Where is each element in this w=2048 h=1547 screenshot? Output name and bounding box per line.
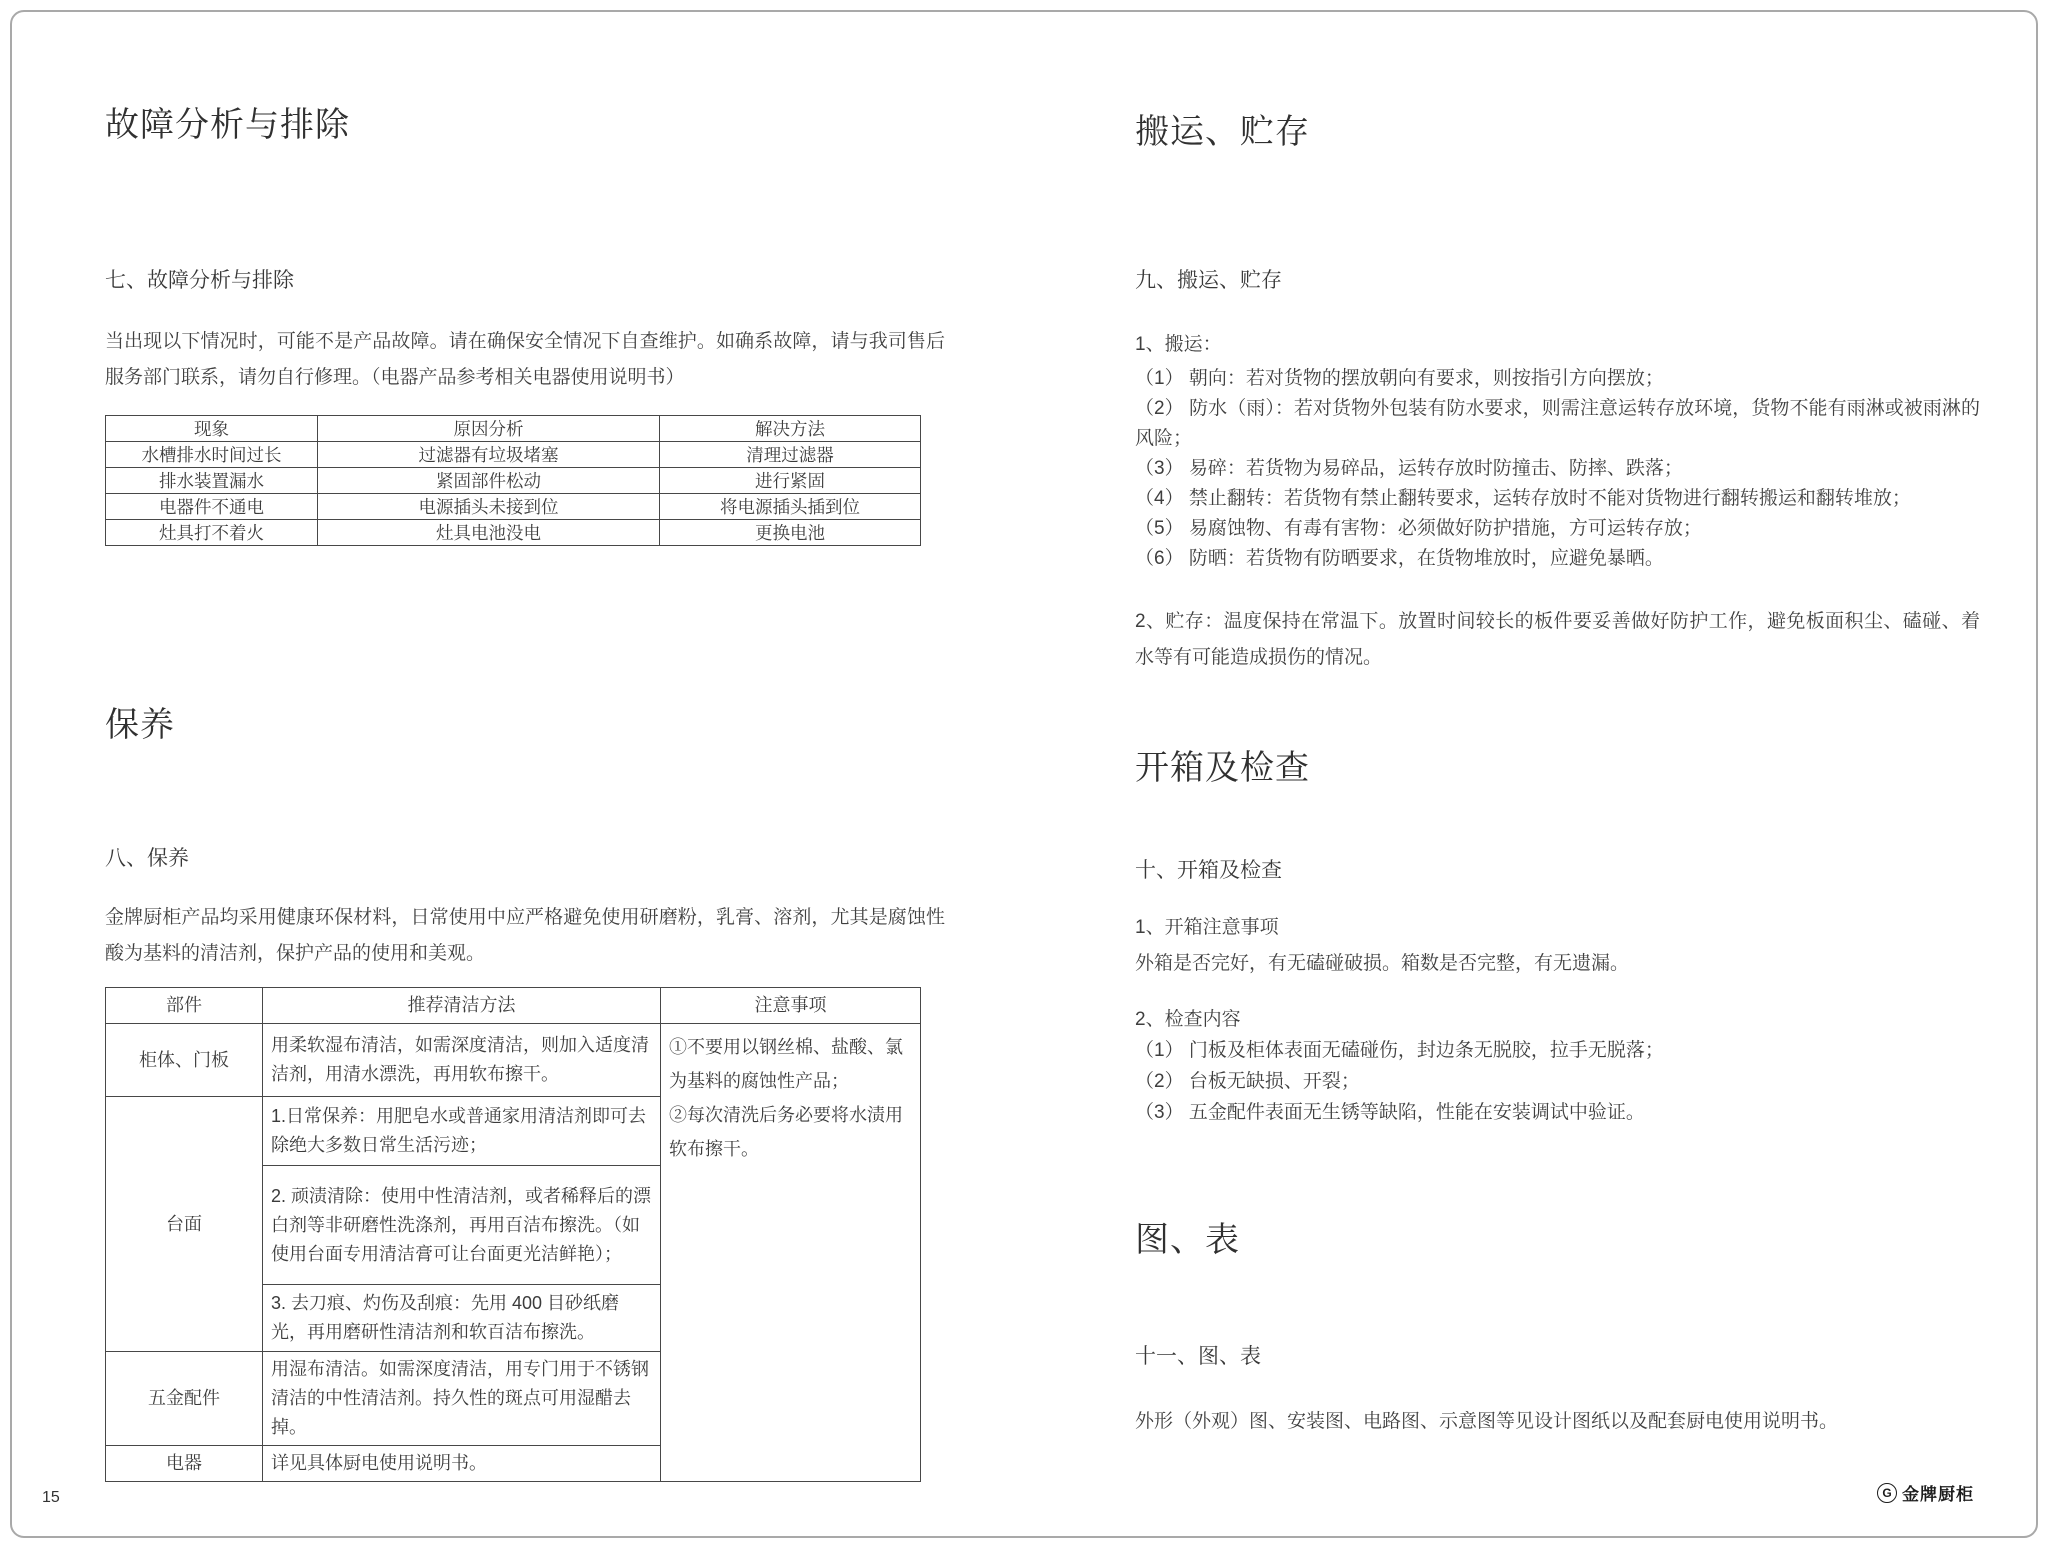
care-section-heading: 八、保养 (105, 847, 189, 870)
table-cell: 电器件不通电 (106, 494, 318, 520)
fault-col-header: 解决方法 (660, 416, 921, 442)
note-line: ①不要用以钢丝棉、盐酸、氯为基料的腐蚀性产品； (669, 1037, 903, 1091)
table-cell: 过滤器有垃圾堵塞 (318, 442, 660, 468)
check-list (1135, 1004, 1980, 1128)
fault-section-title: 故障分析与排除 (105, 106, 350, 144)
fault-section-heading: 七、故障分析与排除 (105, 269, 294, 292)
list-item: （2） 防水（雨）：若对货物外包装有防水要求，则需注意运转存放环境，货物不能有雨淋或被雨淋的风险； (1135, 398, 1980, 449)
transport-subheading: 1、搬运： (1135, 334, 1222, 355)
method-cell: 2. 顽渍清除：使用中性清洁剂，或者稀释后的漂白剂等非研磨性洗涤剂，再用百洁布擦洗。（如使用台面专用清洁膏可让台面更光洁鲜艳）； (263, 1166, 661, 1285)
page-number: 15 (42, 1489, 60, 1506)
fault-col-header: 原因分析 (318, 416, 660, 442)
table-cell: 更换电池 (660, 520, 921, 546)
transport-section-heading: 九、搬运、贮存 (1135, 269, 1282, 292)
part-label-cell: 柜体、门板 (106, 1024, 263, 1097)
list-item: （6） 防晒：若货物有防晒要求，在货物堆放时，应避免暴晒。 (1135, 548, 1664, 569)
fault-col-header: 现象 (106, 416, 318, 442)
table-cell: 清理过滤器 (660, 442, 921, 468)
check-subheading: 2、检查内容 (1135, 1009, 1241, 1030)
unbox-subtext: 外箱是否完好，有无磕碰破损。箱数是否完整，有无遗漏。 (1135, 953, 1630, 974)
table-cell: 电源插头未接到位 (318, 494, 660, 520)
list-item: （2） 台板无缺损、开裂； (1135, 1071, 1360, 1092)
figures-section-title: 图、表 (1135, 1221, 1240, 1259)
fault-table (105, 415, 921, 546)
care-col-header: 部件 (106, 988, 263, 1024)
care-col-header: 推荐清洁方法 (263, 988, 661, 1024)
list-item: （1） 朝向：若对货物的摆放朝向有要求，则按指引方向摆放； (1135, 368, 1664, 389)
table-row (106, 468, 921, 494)
method-cell: 用柔软湿布清洁，如需深度清洁，则加入适度清洁剂，用清水漂洗，再用软布擦干。 (263, 1024, 661, 1097)
storage-paragraph: 2、贮存：温度保持在常温下。放置时间较长的板件要妥善做好防护工作，避免板面积尘、磕碰、着水等有可能造成损伤的情况。 (1135, 611, 1980, 668)
manual-spread (10, 10, 2038, 1538)
fault-intro-paragraph: 当出现以下情况时，可能不是产品故障。请在确保安全情况下自查维护。如确系故障，请与我司售后服务部门联系，请勿自行修理。（电器产品参考相关电器使用说明书） (105, 331, 945, 388)
figures-paragraph: 外形（外观）图、安装图、电路图、示意图等见设计图纸以及配套厨电使用说明书。 (1135, 1411, 1839, 1432)
list-item: （5） 易腐蚀物、有毒有害物：必须做好防护措施，方可运转存放； (1135, 518, 1702, 539)
table-row (106, 520, 921, 546)
brand-g-icon: G (1877, 1483, 1897, 1503)
list-item: （1） 门板及柜体表面无磕碰伤，封边条无脱胶，拉手无脱落； (1135, 1040, 1664, 1061)
unbox-section-title: 开箱及检查 (1135, 749, 1310, 787)
unbox-subheading: 1、开箱注意事项 (1135, 917, 1279, 938)
table-cell: 排水装置漏水 (106, 468, 318, 494)
table-cell: 进行紧固 (660, 468, 921, 494)
fault-table-header-row (106, 416, 921, 442)
list-item: （3） 易碎：若货物为易碎品，运转存放时防撞击、防摔、跌落； (1135, 458, 1683, 479)
brand-logo (1877, 1480, 1974, 1505)
care-intro-paragraph: 金牌厨柜产品均采用健康环保材料，日常使用中应严格避免使用研磨粉，乳膏、溶剂，尤其是腐蚀性酸为基料的清洁剂，保护产品的使用和美观。 (105, 907, 945, 964)
unbox-section-heading: 十、开箱及检查 (1135, 859, 1282, 882)
table-row (106, 1024, 921, 1097)
care-col-header: 注意事项 (661, 988, 921, 1024)
figures-section-heading: 十一、图、表 (1135, 1345, 1261, 1368)
part-label-cell: 五金配件 (106, 1352, 263, 1446)
table-cell: 灶具电池没电 (318, 520, 660, 546)
list-item: （3） 五金配件表面无生锈等缺陷，性能在安装调试中验证。 (1135, 1102, 1645, 1123)
transport-section-title: 搬运、贮存 (1135, 113, 1310, 151)
table-cell: 将电源插头插到位 (660, 494, 921, 520)
list-item: （4） 禁止翻转：若货物有禁止翻转要求，运转存放时不能对货物进行翻转搬运和翻转堆放； (1135, 488, 1911, 509)
table-row (106, 494, 921, 520)
method-cell: 用湿布清洁。如需深度清洁，用专门用于不锈钢清洁的中性清洁剂。持久性的斑点可用湿醋去掉。 (263, 1352, 661, 1446)
table-cell: 灶具打不着火 (106, 520, 318, 546)
note-line: ②每次清洗后务必要将水渍用软布擦干。 (669, 1105, 903, 1159)
care-table (105, 987, 921, 1482)
part-label-cell: 电器 (106, 1446, 263, 1482)
unbox-notes-block (1135, 910, 1980, 982)
method-cell: 详见具体厨电使用说明书。 (263, 1446, 661, 1482)
care-section-title: 保养 (105, 706, 175, 744)
table-cell: 紧固部件松动 (318, 468, 660, 494)
right-page (1135, 12, 1980, 1536)
left-page (105, 12, 945, 1536)
table-row (106, 442, 921, 468)
method-cell: 3. 去刀痕、灼伤及刮痕：先用 400 目砂纸磨光，再用磨研性清洁剂和软百洁布擦洗。 (263, 1285, 661, 1352)
brand-name: 金牌厨柜 (1902, 1485, 1974, 1504)
method-cell: 1.日常保养：用肥皂水或普通家用清洁剂即可去除绝大多数日常生活污迹； (263, 1097, 661, 1166)
part-label-cell: 台面 (106, 1097, 263, 1352)
table-cell: 水槽排水时间过长 (106, 442, 318, 468)
care-table-header-row (106, 988, 921, 1024)
notes-cell (661, 1024, 921, 1482)
transport-list (1135, 364, 1980, 574)
